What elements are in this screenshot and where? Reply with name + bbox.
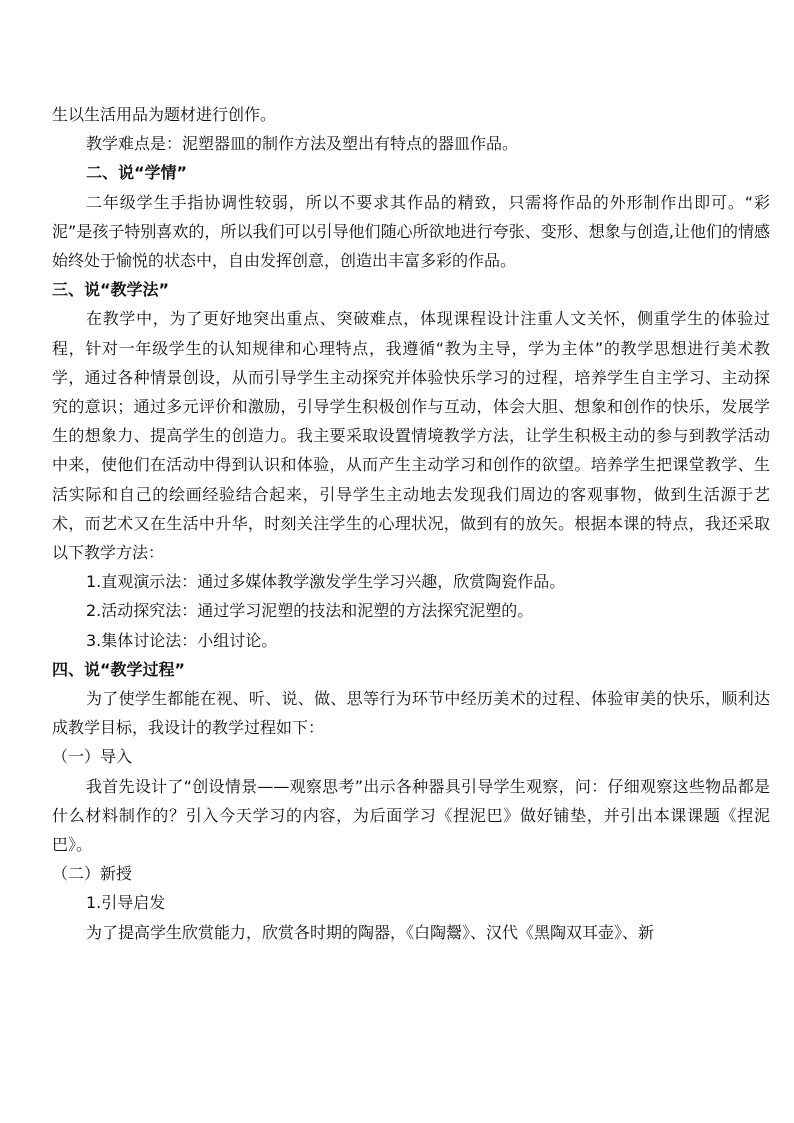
paragraph-teaching-method: 在教学中，为了更好地突出重点、突破难点，体现课程设计注重人文关怀，侧重学生的体验过程，针对一年级学生的认知规律和心理特点，我遵循“教为主导，学为主体”的教学思想进行美术教学，通过各种情景创设，从而引导学生主动探究并体验快乐学习的过程，培养学生自主学习、主动探究的意识；通过多元评价和激励，引导学生积极创作与互动，体会大胆、想象和创作的快乐，发展学生的想象力、提高学生的创造力。我主要采取设置情境教学方法，让学生积极主动的参与到教学活动中来，使他们在活动中得到认识和体验，从而产生主动学习和创作的欲望。培养学生把课堂教学、生活实际和自己的绘画经验结合起来，引导学生主动地去发现我们周边的客观事物，做到生活源于艺术，而艺术又在生活中升华，时刻关注学生的心理状况，做到有的放矢。根据本课的特点，我还采取以下教学方法： (52, 309, 770, 563)
heading-teaching-process: 四、说“教学过程” (52, 659, 186, 679)
paragraph-teaching-process: 为了使学生都能在视、听、说、做、思等行为环节中经历美术的过程、体验审美的快乐，顺利达成教学目标，我设计的教学过程如下： (52, 689, 770, 738)
subheading-new-lesson: （二）新授 (52, 864, 133, 884)
heading-learner-analysis: 二、说“学情” (86, 163, 188, 183)
paragraph-teaching-difficulty: 教学难点是：泥塑器皿的制作方法及塑出有特点的器皿作品。 (86, 134, 519, 154)
paragraph-continuation: 生以生活用品为题材进行创作。 (52, 105, 277, 124)
paragraph-learner-analysis: 二年级学生手指协调性较弱，所以不要求其作品的精致，只需将作品的外形制作出即可。“彩泥”是孩子特别喜欢的，所以我们可以引导他们随心所欲地进行夸张、变形、想象与创造,让他们的情感始终处于愉悦的状态中，自由发挥创意，创造出丰富多彩的作品。 (52, 192, 770, 271)
paragraph-appreciation: 为了提高学生欣赏能力，欣赏各时期的陶器，《白陶鬶》、汉代《黑陶双耳壶》、新 (86, 922, 655, 942)
list-item-method-3: 3.集体讨论法：小组讨论。 (86, 630, 278, 650)
document-body (52, 100, 770, 947)
list-item-guidance: 1.引导启发 (86, 893, 166, 913)
paragraph-introduction: 我首先设计了“创设情景——观察思考”出示各种器具引导学生观察，问：仔细观察这些物品都是什么材料制作的？引入今天学习的内容，为后面学习《捏泥巴》做好铺垫，并引出本课课题《捏泥巴》。 (52, 776, 770, 855)
heading-teaching-method: 三、说“教学法” (52, 280, 170, 300)
list-item-method-2: 2.活动探究法：通过学习泥塑的技法和泥塑的方法探究泥塑的。 (86, 601, 534, 621)
list-item-method-1: 1.直观演示法：通过多媒体教学激发学生学习兴趣，欣赏陶瓷作品。 (86, 572, 566, 592)
subheading-introduction: （一）导入 (52, 747, 133, 767)
